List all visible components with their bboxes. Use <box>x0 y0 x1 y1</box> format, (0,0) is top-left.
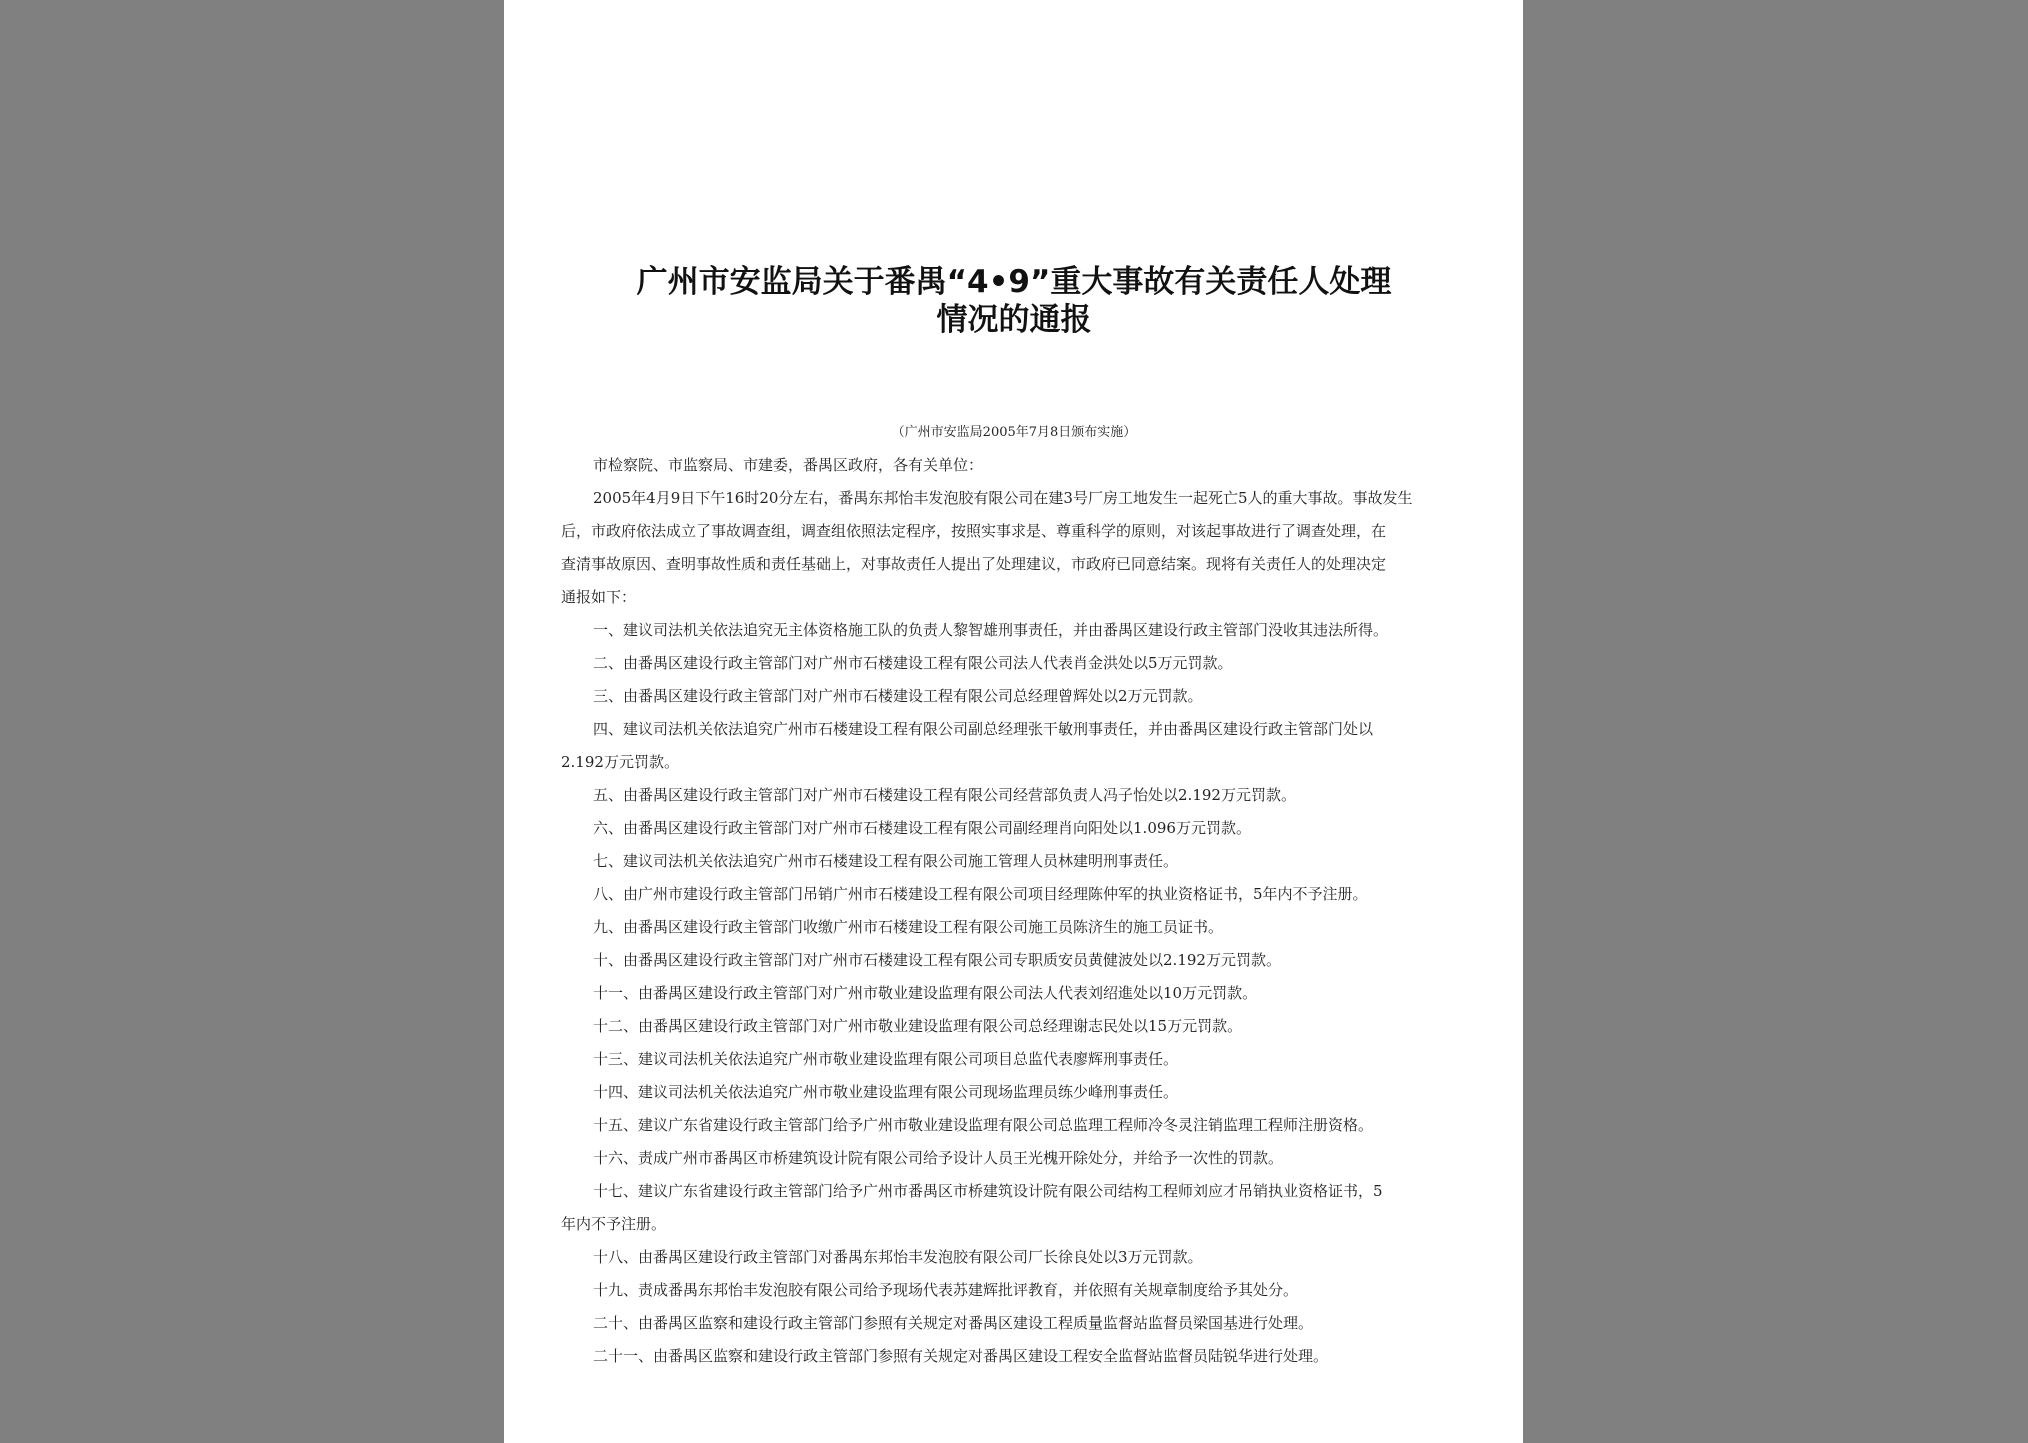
list-item: 十九、责成番禺东邦怡丰发泡胶有限公司给予现场代表苏建辉批评教育，并依照有关规章制度给予其处分。 <box>593 1281 1299 1299</box>
document-issuance-note: （广州市安监局2005年7月8日颁布实施） <box>891 425 1137 440</box>
list-item: 一、建议司法机关依法追究无主体资格施工队的负责人黎智雄刑事责任，并由番禺区建设行政主管部门没收其违法所得。 <box>593 621 1389 639</box>
list-item: 六、由番禺区建设行政主管部门对广州市石楼建设工程有限公司副经理肖向阳处以1.096万元罚款。 <box>593 819 1251 837</box>
list-item: 四、建议司法机关依法追究广州市石楼建设工程有限公司副总经理张干敏刑事责任，并由番禺区建设行政主管部门处以 <box>593 720 1374 738</box>
list-item: 二、由番禺区建设行政主管部门对广州市石楼建设工程有限公司法人代表肖金洪处以5万元罚款。 <box>593 654 1233 672</box>
list-item: 十二、由番禺区建设行政主管部门对广州市敬业建设监理有限公司总经理谢志民处以15万元罚款。 <box>593 1017 1243 1035</box>
list-item: 十八、由番禺区建设行政主管部门对番禺东邦怡丰发泡胶有限公司厂长徐良处以3万元罚款。 <box>593 1248 1203 1266</box>
list-item: 二十、由番禺区监察和建设行政主管部门参照有关规定对番禺区建设工程质量监督站监督员梁国基进行处理。 <box>593 1314 1314 1332</box>
list-item-continuation: 年内不予注册。 <box>561 1215 667 1233</box>
list-item: 十三、建议司法机关依法追究广州市敬业建设监理有限公司项目总监代表廖辉刑事责任。 <box>593 1050 1179 1068</box>
list-item: 十四、建议司法机关依法追究广州市敬业建设监理有限公司现场监理员练少峰刑事责任。 <box>593 1083 1179 1101</box>
paragraph-line: 查清事故原因、查明事故性质和责任基础上，对事故责任人提出了处理建议，市政府已同意结案。现将有关责任人的处理决定 <box>561 555 1387 573</box>
list-item: 十五、建议广东省建设行政主管部门给予广州市敬业建设监理有限公司总监理工程师冷冬灵注销监理工程师注册资格。 <box>593 1116 1374 1134</box>
list-item: 十一、由番禺区建设行政主管部门对广州市敬业建设监理有限公司法人代表刘绍進处以10万元罚款。 <box>593 984 1258 1002</box>
document-page <box>504 0 1523 1443</box>
list-item: 三、由番禺区建设行政主管部门对广州市石楼建设工程有限公司总经理曾辉处以2万元罚款。 <box>593 687 1203 705</box>
list-item-continuation: 2.192万元罚款。 <box>561 753 679 771</box>
list-item: 十六、责成广州市番禺区市桥建筑设计院有限公司给予设计人员王光槐开除处分，并给予一次性的罚款。 <box>593 1149 1284 1167</box>
list-item: 二十一、由番禺区监察和建设行政主管部门参照有关规定对番禺区建设工程安全监督站监督员陆锐华进行处理。 <box>593 1347 1329 1365</box>
list-item: 九、由番禺区建设行政主管部门收缴广州市石楼建设工程有限公司施工员陈济生的施工员证书。 <box>593 918 1224 936</box>
list-item: 八、由广州市建设行政主管部门吊销广州市石楼建设工程有限公司项目经理陈仲军的执业资格证书，5年内不予注册。 <box>593 885 1368 903</box>
paragraph-line: 通报如下： <box>561 588 637 606</box>
list-item: 十、由番禺区建设行政主管部门对广州市石楼建设工程有限公司专职质安员黄健波处以2.192万元罚款。 <box>593 951 1281 969</box>
list-item: 十七、建议广东省建设行政主管部门给予广州市番禺区市桥建筑设计院有限公司结构工程师刘应才吊销执业资格证书，5 <box>593 1182 1383 1200</box>
paragraph-line: 后，市政府依法成立了事故调查组，调查组依照法定程序，按照实事求是、尊重科学的原则，对该起事故进行了调查处理，在 <box>561 522 1387 540</box>
document-title-line-1: 广州市安监局关于番禺“4•9”重大事故有关责任人处理 <box>636 264 1392 300</box>
list-item: 五、由番禺区建设行政主管部门对广州市石楼建设工程有限公司经营部负责人冯子怡处以2.192万元罚款。 <box>593 786 1296 804</box>
paragraph-line: 2005年4月9日下午16时20分左右，番禺东邦怡丰发泡胶有限公司在建3号厂房工地发生一起死亡5人的重大事故。事故发生 <box>593 489 1413 507</box>
document-title-line-2: 情况的通报 <box>936 302 1092 338</box>
list-item: 七、建议司法机关依法追究广州市石楼建设工程有限公司施工管理人员林建明刑事责任。 <box>593 852 1179 870</box>
addressee-line: 市检察院、市监察局、市建委，番禺区政府，各有关单位： <box>593 456 984 474</box>
